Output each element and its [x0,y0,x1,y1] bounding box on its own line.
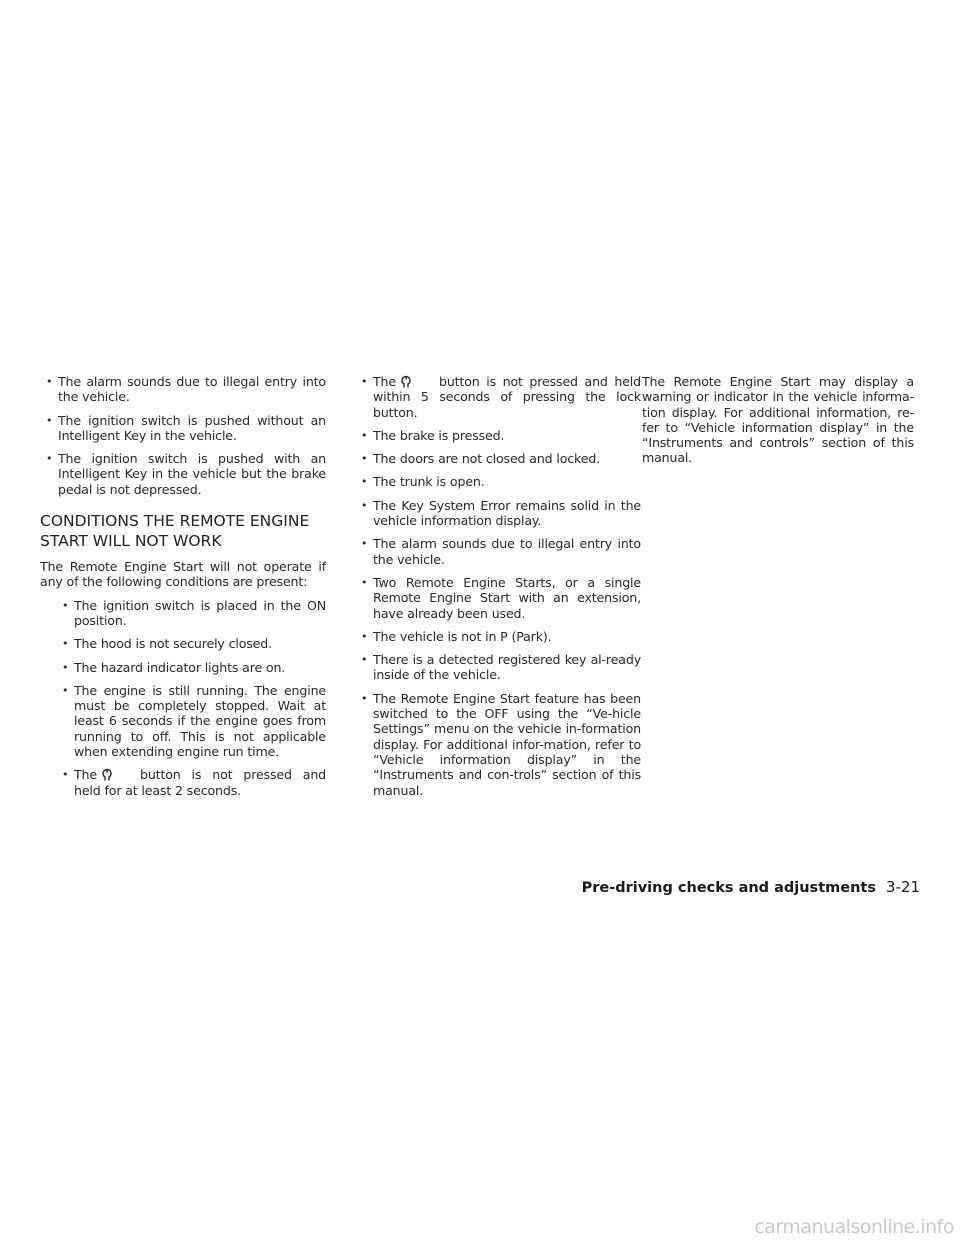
list-item [40,767,326,798]
list-item: • The ignition switch is pushed with an Intelligent Key in the vehicle but the brake pedal is not depressed. [40,451,326,497]
list-item: • The Key System Error remains solid in the vehicle information display. [355,498,641,529]
list-item: • Two Remote Engine Starts, or a single Remote Engine Start with an extension, have already been used. [355,575,641,621]
list-item: • The hood is not securely closed. [40,636,326,651]
conditions-list [40,598,326,798]
list-item: • The alarm sounds due to illegal entry into the vehicle. [40,374,326,405]
list-item: • The doors are not closed and locked. [355,451,641,466]
info-paragraph: The Remote Engine Start may display a warning or indicator in the vehicle informa-tion display. For additional information, re-fer to “Vehicle information display” in the “Instruments and controls” section of this manual. [642,374,914,466]
remote-engine-start-icon [100,768,114,782]
section-intro: The Remote Engine Start will not operate if any of the following conditions are present: [40,559,326,590]
list-item: • The Remote Engine Start feature has been switched to the OFF using the “Ve-hicle Settings” menu on the vehicle in-formation display. For additional infor-mation, refer to “Vehicle information display” in the “Instruments and con-trols” section of this manual. [355,691,641,798]
top-bullet-list [40,374,326,497]
list-item: • The brake is pressed. [355,428,641,443]
column-2 [355,374,641,806]
conditions-list-continued [355,374,641,798]
list-item: • There is a detected registered key al-ready inside of the vehicle. [355,652,641,683]
list-item [355,374,641,420]
footer-section-title: Pre-driving checks and adjustments [581,880,876,896]
list-item: • The ignition switch is pushed without an Intelligent Key in the vehicle. [40,413,326,444]
item-suffix: button is not pressed and held for at least 2 seconds. [74,767,326,798]
list-item: • The ignition switch is placed in the ON position. [40,598,326,629]
list-item: • The engine is still running. The engine must be completely stopped. Wait at least 6 seconds if the engine goes from running to off. This is not applicable when extending engine run time. [40,683,326,759]
list-item: • The hazard indicator lights are on. [40,660,326,675]
list-item: • The trunk is open. [355,474,641,489]
section-heading: CONDITIONS THE REMOTE ENGINE START WILL NOT WORK [40,512,310,551]
remote-engine-start-icon [399,375,413,389]
list-item: • The alarm sounds due to illegal entry into the vehicle. [355,536,641,567]
page-footer [582,878,920,898]
column-1 [40,374,326,806]
item-suffix: button is not pressed and held within 5 seconds of pressing the lock button. [373,374,641,420]
item-prefix: The [373,374,396,389]
item-prefix: The [74,767,97,783]
list-item: • The vehicle is not in P (Park). [355,629,641,644]
page-number: 3-21 [885,878,920,896]
column-3 [642,374,914,466]
watermark: carmanualsonline.info [754,1216,954,1238]
